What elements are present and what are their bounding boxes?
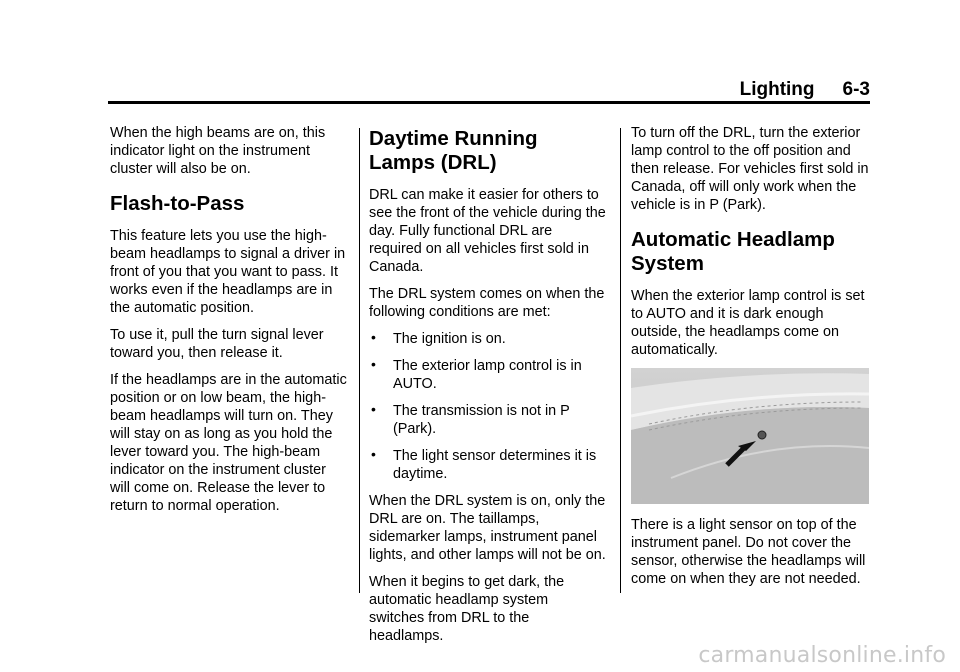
column-middle (369, 124, 607, 654)
heading-drl: Daytime Running Lamps (DRL) (369, 127, 538, 174)
paragraph: There is a light sensor on top of the instrument panel. Do not cover the sensor, otherwise the headlamps will come on when they are not needed. (631, 517, 866, 587)
list-item: • The transmission is not in P (Park). (371, 401, 570, 437)
page-number: 6-3 (842, 79, 870, 100)
column-divider (620, 128, 621, 593)
list-item: • The ignition is on. (371, 329, 506, 347)
paragraph: When the exterior lamp control is set to AUTO and it is dark enough outside, the headlamps come on automatically. (631, 288, 865, 358)
heading-flash-to-pass: Flash-to-Pass (110, 192, 245, 215)
paragraph: If the headlamps are in the automatic position or on low beam, the high-beam headlamps will turn on. They will stay on as long as you hold the lever toward you. The high-beam indicator on the instrument cluster will come on. Release the lever to return to normal operation. (110, 372, 347, 514)
paragraph: When the high beams are on, this indicator light on the instrument cluster will also be on. (110, 125, 326, 177)
bullet-icon: • (371, 446, 376, 462)
paragraph: This feature lets you use the high-beam headlamps to signal a driver in front of you that you want to pass. It works even if the headlamps are in the automatic position. (110, 228, 346, 316)
paragraph: When it begins to get dark, the automatic headlamp system switches from DRL to the headlamps. (369, 574, 565, 644)
heading-automatic-headlamp: Automatic Headlamp System (631, 228, 835, 275)
light-sensor-icon (758, 431, 766, 439)
column-left (110, 124, 348, 524)
list-item: • The light sensor determines it is daytime. (371, 446, 597, 482)
list-item: • The exterior lamp control is in AUTO. (371, 356, 582, 392)
bullet-icon: • (371, 356, 376, 372)
watermark: carmanualsonline.info (698, 643, 946, 668)
bullet-icon: • (371, 329, 376, 345)
paragraph: The DRL system comes on when the following conditions are met: (369, 286, 605, 320)
section-title: Lighting (739, 79, 815, 100)
column-divider (359, 128, 360, 593)
bullet-icon: • (371, 401, 376, 417)
paragraph: To use it, pull the turn signal lever toward you, then release it. (110, 327, 324, 361)
paragraph: When the DRL system is on, only the DRL are on. The taillamps, sidemarker lamps, instrument panel lights, and other lamps will not be on. (369, 493, 606, 563)
column-right (631, 124, 869, 597)
conditions-list (369, 330, 607, 483)
header-rule (108, 101, 870, 104)
dashboard-illustration (631, 368, 869, 504)
light-sensor-figure (631, 368, 869, 504)
paragraph: To turn off the DRL, turn the exterior lamp control to the off position and then release. For vehicles first sold in Canada, off will only work when the vehicle is in P (Park). (631, 125, 869, 213)
paragraph: DRL can make it easier for others to see the front of the vehicle during the day. Fully functional DRL are required on all vehicles first sold in Canada. (369, 187, 606, 275)
page-header (108, 78, 870, 102)
